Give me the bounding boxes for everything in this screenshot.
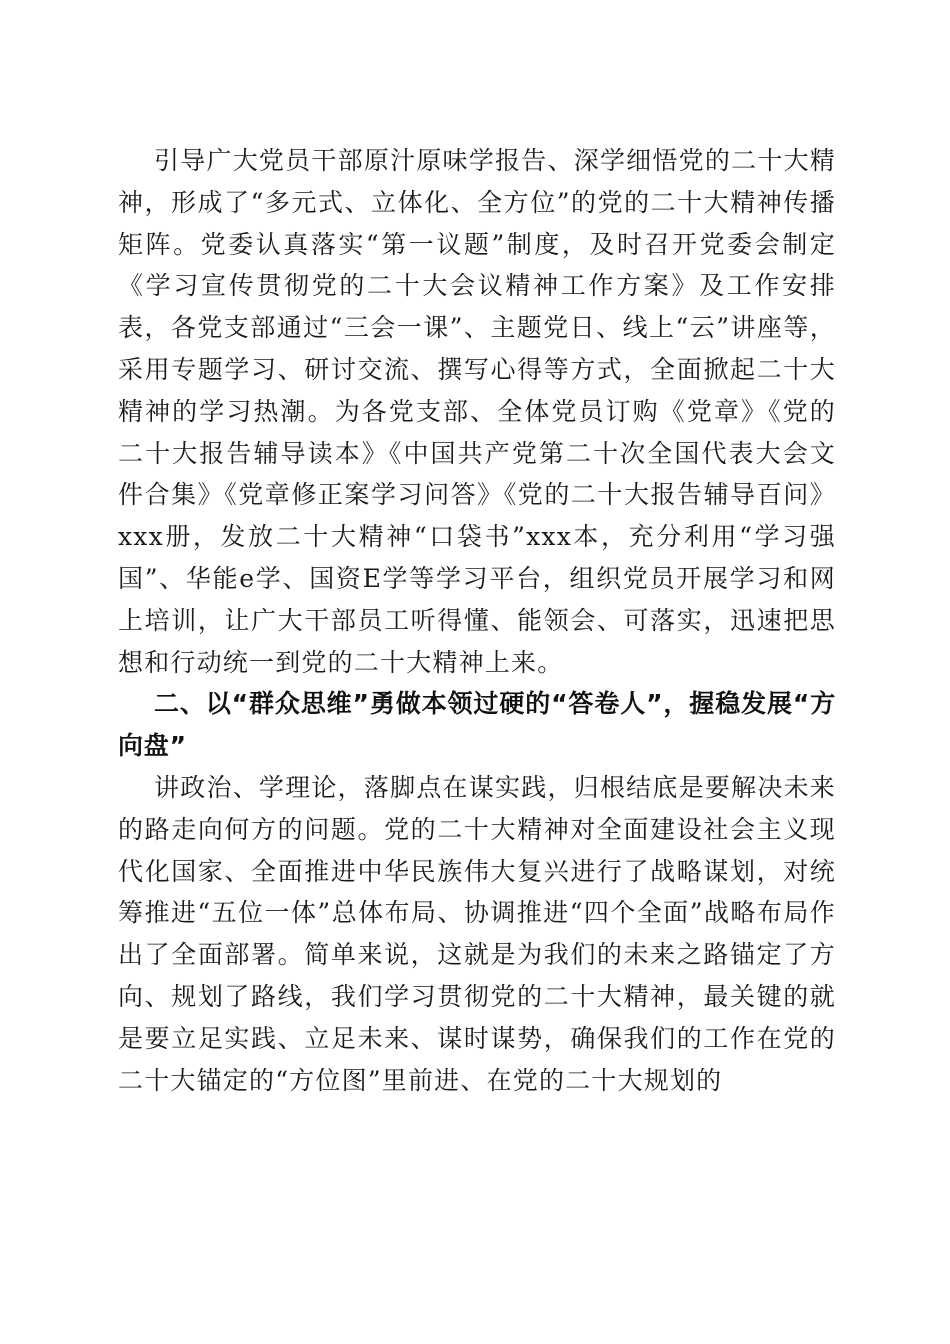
- paragraph-practice-direction: 讲政治、学理论，落脚点在谋实践，归根结底是要解决未来的路走向何方的问题。党的二十大精神对全面建设社会主义现代化国家、全面推进中华民族伟大复兴进行了战略谋划，对统筹推进“五位一体”总体布局、协调推进“四个全面”战略布局作出了全面部署。简单来说，这就是为我们的未来之路锚定了方向、规划了路线，我们学习贯彻党的二十大精神，最关键的就是要立足实践、立足未来、谋时谋势，确保我们的工作在党的二十大锚定的“方位图”里前进、在党的二十大规划的: [118, 772, 836, 1095]
- document-body: [118, 140, 836, 1101]
- paragraph-study-dissemination: 引导广大党员干部原汁原味学报告、深学细悟党的二十大精神，形成了“多元式、立体化、全方位”的党的二十大精神传播矩阵。党委认真落实“第一议题”制度，及时召开党委会制定《学习宣传贯彻党的二十大会议精神工作方案》及工作安排表，各党支部通过“三会一课”、主题党日、线上“云”讲座等，采用专题学习、研讨交流、撰写心得等方式，全面掀起二十大精神的学习热潮。为各党支部、全体党员订购《党章》《党的二十大报告辅导读本》《中国共产党第二十次全国代表大会文件合集》《党章修正案学习问答》《党的二十大报告辅导百问》xxx册，发放二十大精神“口袋书”xxx本，充分利用“学习强国”、华能e学、国资E学等学习平台，组织党员开展学习和网上培训，让广大干部员工听得懂、能领会、可落实，迅速把思想和行动统一到党的二十大精神上来。: [118, 146, 836, 677]
- section-heading-two: 二、以“群众思维”勇做本领过硬的“答卷人”，握稳发展“方向盘”: [118, 689, 836, 761]
